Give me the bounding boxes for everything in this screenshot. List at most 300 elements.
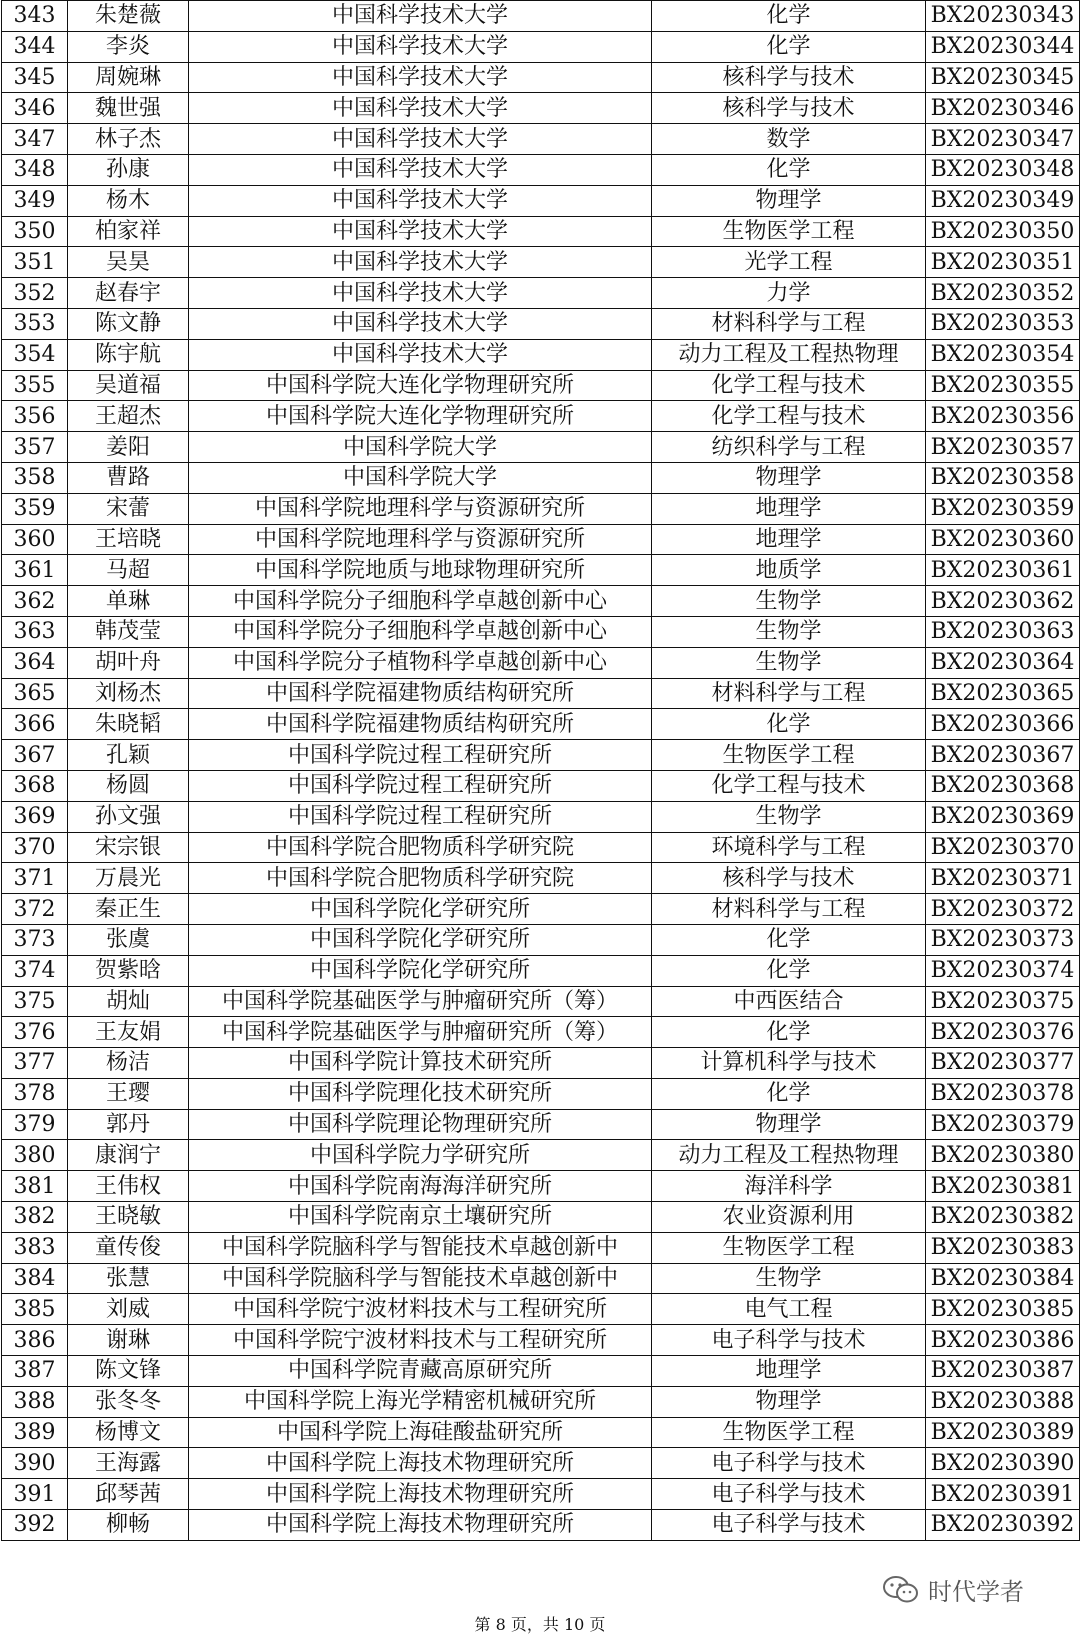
table-row (2, 370, 1080, 401)
row-number-cell: 389 (2, 1417, 68, 1448)
certificate-id-cell: BX20230353 (926, 308, 1080, 339)
student-name-cell: 马超 (68, 555, 189, 586)
table-row (2, 493, 1080, 524)
student-name-cell: 秦正生 (68, 894, 189, 925)
table-row (2, 1048, 1080, 1079)
wechat-icon (882, 1575, 920, 1605)
row-number-cell: 372 (2, 894, 68, 925)
watermark-text: 时代学者 (928, 1578, 1024, 1606)
table-row (2, 462, 1080, 493)
institution-cell: 中国科学技术大学 (189, 93, 652, 124)
major-cell: 电子科学与技术 (652, 1325, 926, 1356)
major-cell: 化学工程与技术 (652, 401, 926, 432)
roster-body (2, 1, 1080, 1541)
certificate-id-cell: BX20230345 (926, 62, 1080, 93)
table-row (2, 1356, 1080, 1387)
row-number-cell: 357 (2, 432, 68, 463)
certificate-id-cell: BX20230382 (926, 1202, 1080, 1233)
table-row (2, 986, 1080, 1017)
major-cell: 材料科学与工程 (652, 308, 926, 339)
institution-cell: 中国科学院过程工程研究所 (189, 801, 652, 832)
student-name-cell: 宋宗银 (68, 832, 189, 863)
student-name-cell: 万晨光 (68, 863, 189, 894)
roster-table (1, 0, 1080, 1541)
student-name-cell: 赵春宇 (68, 278, 189, 309)
table-row (2, 1202, 1080, 1233)
row-number-cell: 346 (2, 93, 68, 124)
institution-cell: 中国科学院宁波材料技术与工程研究所 (189, 1325, 652, 1356)
major-cell: 生物学 (652, 801, 926, 832)
major-cell: 生物学 (652, 1263, 926, 1294)
institution-cell: 中国科学院地理科学与资源研究所 (189, 524, 652, 555)
student-name-cell: 谢琳 (68, 1325, 189, 1356)
student-name-cell: 童传俊 (68, 1232, 189, 1263)
major-cell: 化学 (652, 1017, 926, 1048)
table-row (2, 524, 1080, 555)
certificate-id-cell: BX20230347 (926, 124, 1080, 155)
major-cell: 物理学 (652, 462, 926, 493)
student-name-cell: 魏世强 (68, 93, 189, 124)
row-number-cell: 378 (2, 1078, 68, 1109)
row-number-cell: 361 (2, 555, 68, 586)
student-name-cell: 朱晓韬 (68, 709, 189, 740)
certificate-id-cell: BX20230381 (926, 1171, 1080, 1202)
student-name-cell: 王璎 (68, 1078, 189, 1109)
student-name-cell: 林子杰 (68, 124, 189, 155)
student-name-cell: 孙文强 (68, 801, 189, 832)
institution-cell: 中国科学院南京土壤研究所 (189, 1202, 652, 1233)
student-name-cell: 杨博文 (68, 1417, 189, 1448)
certificate-id-cell: BX20230361 (926, 555, 1080, 586)
student-name-cell: 陈文静 (68, 308, 189, 339)
table-row (2, 1510, 1080, 1541)
major-cell: 化学 (652, 709, 926, 740)
institution-cell: 中国科学技术大学 (189, 124, 652, 155)
table-row (2, 247, 1080, 278)
row-number-cell: 352 (2, 278, 68, 309)
certificate-id-cell: BX20230374 (926, 955, 1080, 986)
institution-cell: 中国科学院过程工程研究所 (189, 770, 652, 801)
major-cell: 化学 (652, 1078, 926, 1109)
institution-cell: 中国科学院上海技术物理研究所 (189, 1479, 652, 1510)
table-row (2, 1078, 1080, 1109)
institution-cell: 中国科学技术大学 (189, 308, 652, 339)
row-number-cell: 360 (2, 524, 68, 555)
row-number-cell: 390 (2, 1448, 68, 1479)
certificate-id-cell: BX20230357 (926, 432, 1080, 463)
institution-cell: 中国科学院上海硅酸盐研究所 (189, 1417, 652, 1448)
certificate-id-cell: BX20230370 (926, 832, 1080, 863)
major-cell: 电子科学与技术 (652, 1479, 926, 1510)
major-cell: 生物医学工程 (652, 1417, 926, 1448)
student-name-cell: 朱楚薇 (68, 1, 189, 32)
table-row (2, 832, 1080, 863)
major-cell: 计算机科学与技术 (652, 1048, 926, 1079)
institution-cell: 中国科学院上海光学精密机械研究所 (189, 1386, 652, 1417)
institution-cell: 中国科学技术大学 (189, 62, 652, 93)
student-name-cell: 张冬冬 (68, 1386, 189, 1417)
table-row (2, 955, 1080, 986)
row-number-cell: 351 (2, 247, 68, 278)
table-row (2, 616, 1080, 647)
institution-cell: 中国科学院大学 (189, 432, 652, 463)
certificate-id-cell: BX20230369 (926, 801, 1080, 832)
student-name-cell: 王海露 (68, 1448, 189, 1479)
table-row (2, 1325, 1080, 1356)
student-name-cell: 杨圆 (68, 770, 189, 801)
major-cell: 动力工程及工程热物理 (652, 1140, 926, 1171)
certificate-id-cell: BX20230380 (926, 1140, 1080, 1171)
table-row (2, 678, 1080, 709)
institution-cell: 中国科学院化学研究所 (189, 924, 652, 955)
institution-cell: 中国科学院理论物理研究所 (189, 1109, 652, 1140)
institution-cell: 中国科学院脑科学与智能技术卓越创新中 (189, 1263, 652, 1294)
row-number-cell: 365 (2, 678, 68, 709)
major-cell: 生物医学工程 (652, 740, 926, 771)
student-name-cell: 王超杰 (68, 401, 189, 432)
row-number-cell: 384 (2, 1263, 68, 1294)
major-cell: 材料科学与工程 (652, 894, 926, 925)
institution-cell: 中国科学技术大学 (189, 31, 652, 62)
row-number-cell: 353 (2, 308, 68, 339)
row-number-cell: 347 (2, 124, 68, 155)
certificate-id-cell: BX20230350 (926, 216, 1080, 247)
table-row (2, 1448, 1080, 1479)
certificate-id-cell: BX20230344 (926, 31, 1080, 62)
table-row (2, 1, 1080, 32)
major-cell: 农业资源利用 (652, 1202, 926, 1233)
institution-cell: 中国科学技术大学 (189, 339, 652, 370)
student-name-cell: 郭丹 (68, 1109, 189, 1140)
student-name-cell: 柏家祥 (68, 216, 189, 247)
institution-cell: 中国科学技术大学 (189, 1, 652, 32)
row-number-cell: 377 (2, 1048, 68, 1079)
institution-cell: 中国科学院理化技术研究所 (189, 1078, 652, 1109)
certificate-id-cell: BX20230387 (926, 1356, 1080, 1387)
student-name-cell: 刘威 (68, 1294, 189, 1325)
row-number-cell: 367 (2, 740, 68, 771)
table-row (2, 216, 1080, 247)
major-cell: 生物学 (652, 616, 926, 647)
major-cell: 地质学 (652, 555, 926, 586)
table-row (2, 1140, 1080, 1171)
row-number-cell: 349 (2, 185, 68, 216)
institution-cell: 中国科学院福建物质结构研究所 (189, 678, 652, 709)
institution-cell: 中国科学技术大学 (189, 185, 652, 216)
certificate-id-cell: BX20230355 (926, 370, 1080, 401)
certificate-id-cell: BX20230364 (926, 647, 1080, 678)
row-number-cell: 374 (2, 955, 68, 986)
row-number-cell: 375 (2, 986, 68, 1017)
row-number-cell: 356 (2, 401, 68, 432)
watermark (882, 1572, 1024, 1607)
row-number-cell: 373 (2, 924, 68, 955)
row-number-cell: 364 (2, 647, 68, 678)
student-name-cell: 刘杨杰 (68, 678, 189, 709)
major-cell: 化学工程与技术 (652, 770, 926, 801)
institution-cell: 中国科学院分子植物科学卓越创新中心 (189, 647, 652, 678)
student-name-cell: 吴道福 (68, 370, 189, 401)
table-row (2, 894, 1080, 925)
certificate-id-cell: BX20230352 (926, 278, 1080, 309)
institution-cell: 中国科学技术大学 (189, 278, 652, 309)
row-number-cell: 381 (2, 1171, 68, 1202)
major-cell: 核科学与技术 (652, 93, 926, 124)
certificate-id-cell: BX20230371 (926, 863, 1080, 894)
certificate-id-cell: BX20230365 (926, 678, 1080, 709)
row-number-cell: 348 (2, 154, 68, 185)
row-number-cell: 385 (2, 1294, 68, 1325)
institution-cell: 中国科学院大连化学物理研究所 (189, 370, 652, 401)
certificate-id-cell: BX20230359 (926, 493, 1080, 524)
certificate-id-cell: BX20230373 (926, 924, 1080, 955)
institution-cell: 中国科学院上海技术物理研究所 (189, 1510, 652, 1541)
table-row (2, 278, 1080, 309)
institution-cell: 中国科学院脑科学与智能技术卓越创新中 (189, 1232, 652, 1263)
table-row (2, 401, 1080, 432)
row-number-cell: 391 (2, 1479, 68, 1510)
major-cell: 地理学 (652, 524, 926, 555)
table-row (2, 555, 1080, 586)
institution-cell: 中国科学技术大学 (189, 154, 652, 185)
major-cell: 地理学 (652, 1356, 926, 1387)
certificate-id-cell: BX20230379 (926, 1109, 1080, 1140)
institution-cell: 中国科学院化学研究所 (189, 894, 652, 925)
table-row (2, 863, 1080, 894)
institution-cell: 中国科学院基础医学与肿瘤研究所（筹） (189, 986, 652, 1017)
major-cell: 化学 (652, 924, 926, 955)
major-cell: 生物学 (652, 647, 926, 678)
student-name-cell: 柳畅 (68, 1510, 189, 1541)
institution-cell: 中国科学院宁波材料技术与工程研究所 (189, 1294, 652, 1325)
row-number-cell: 387 (2, 1356, 68, 1387)
major-cell: 化学 (652, 154, 926, 185)
institution-cell: 中国科学院合肥物质科学研究院 (189, 863, 652, 894)
major-cell: 物理学 (652, 1109, 926, 1140)
major-cell: 化学 (652, 955, 926, 986)
student-name-cell: 胡灿 (68, 986, 189, 1017)
row-number-cell: 369 (2, 801, 68, 832)
student-name-cell: 陈宇航 (68, 339, 189, 370)
student-name-cell: 王晓敏 (68, 1202, 189, 1233)
row-number-cell: 386 (2, 1325, 68, 1356)
table-row (2, 62, 1080, 93)
certificate-id-cell: BX20230378 (926, 1078, 1080, 1109)
certificate-id-cell: BX20230383 (926, 1232, 1080, 1263)
row-number-cell: 366 (2, 709, 68, 740)
table-row (2, 154, 1080, 185)
table-row (2, 801, 1080, 832)
major-cell: 纺织科学与工程 (652, 432, 926, 463)
table-row (2, 1479, 1080, 1510)
certificate-id-cell: BX20230362 (926, 586, 1080, 617)
certificate-id-cell: BX20230375 (926, 986, 1080, 1017)
certificate-id-cell: BX20230360 (926, 524, 1080, 555)
table-row (2, 124, 1080, 155)
institution-cell: 中国科学技术大学 (189, 247, 652, 278)
student-name-cell: 康润宁 (68, 1140, 189, 1171)
major-cell: 物理学 (652, 1386, 926, 1417)
student-name-cell: 邱琴茜 (68, 1479, 189, 1510)
major-cell: 海洋科学 (652, 1171, 926, 1202)
student-name-cell: 杨木 (68, 185, 189, 216)
certificate-id-cell: BX20230386 (926, 1325, 1080, 1356)
row-number-cell: 371 (2, 863, 68, 894)
major-cell: 物理学 (652, 185, 926, 216)
certificate-id-cell: BX20230349 (926, 185, 1080, 216)
student-name-cell: 单琳 (68, 586, 189, 617)
certificate-id-cell: BX20230343 (926, 1, 1080, 32)
table-row (2, 709, 1080, 740)
student-name-cell: 张慧 (68, 1263, 189, 1294)
student-name-cell: 陈文锋 (68, 1356, 189, 1387)
row-number-cell: 350 (2, 216, 68, 247)
institution-cell: 中国科学院上海技术物理研究所 (189, 1448, 652, 1479)
page-footer: 第 8 页，共 10 页 (474, 1615, 606, 1634)
certificate-id-cell: BX20230391 (926, 1479, 1080, 1510)
student-name-cell: 王培晓 (68, 524, 189, 555)
row-number-cell: 345 (2, 62, 68, 93)
institution-cell: 中国科学院地质与地球物理研究所 (189, 555, 652, 586)
row-number-cell: 363 (2, 616, 68, 647)
student-name-cell: 胡叶舟 (68, 647, 189, 678)
major-cell: 化学 (652, 1, 926, 32)
institution-cell: 中国科学院大连化学物理研究所 (189, 401, 652, 432)
table-row (2, 185, 1080, 216)
certificate-id-cell: BX20230363 (926, 616, 1080, 647)
major-cell: 电子科学与技术 (652, 1448, 926, 1479)
table-row (2, 1109, 1080, 1140)
student-name-cell: 曹路 (68, 462, 189, 493)
row-number-cell: 370 (2, 832, 68, 863)
row-number-cell: 344 (2, 31, 68, 62)
row-number-cell: 383 (2, 1232, 68, 1263)
major-cell: 数学 (652, 124, 926, 155)
student-name-cell: 姜阳 (68, 432, 189, 463)
student-name-cell: 周婉琳 (68, 62, 189, 93)
major-cell: 力学 (652, 278, 926, 309)
table-row (2, 1017, 1080, 1048)
major-cell: 地理学 (652, 493, 926, 524)
certificate-id-cell: BX20230348 (926, 154, 1080, 185)
certificate-id-cell: BX20230367 (926, 740, 1080, 771)
row-number-cell: 362 (2, 586, 68, 617)
student-name-cell: 王友娟 (68, 1017, 189, 1048)
student-name-cell: 贺紫晗 (68, 955, 189, 986)
major-cell: 生物医学工程 (652, 1232, 926, 1263)
table-row (2, 1386, 1080, 1417)
table-row (2, 770, 1080, 801)
row-number-cell: 359 (2, 493, 68, 524)
institution-cell: 中国科学院大学 (189, 462, 652, 493)
institution-cell: 中国科学院计算技术研究所 (189, 1048, 652, 1079)
institution-cell: 中国科学院合肥物质科学研究院 (189, 832, 652, 863)
institution-cell: 中国科学院过程工程研究所 (189, 740, 652, 771)
major-cell: 环境科学与工程 (652, 832, 926, 863)
major-cell: 生物医学工程 (652, 216, 926, 247)
table-row (2, 586, 1080, 617)
certificate-id-cell: BX20230385 (926, 1294, 1080, 1325)
student-name-cell: 吴昊 (68, 247, 189, 278)
row-number-cell: 368 (2, 770, 68, 801)
row-number-cell: 380 (2, 1140, 68, 1171)
row-number-cell: 388 (2, 1386, 68, 1417)
student-name-cell: 宋蕾 (68, 493, 189, 524)
certificate-id-cell: BX20230390 (926, 1448, 1080, 1479)
row-number-cell: 343 (2, 1, 68, 32)
major-cell: 光学工程 (652, 247, 926, 278)
institution-cell: 中国科学技术大学 (189, 216, 652, 247)
table-row (2, 1417, 1080, 1448)
row-number-cell: 354 (2, 339, 68, 370)
institution-cell: 中国科学院化学研究所 (189, 955, 652, 986)
institution-cell: 中国科学院青藏高原研究所 (189, 1356, 652, 1387)
certificate-id-cell: BX20230388 (926, 1386, 1080, 1417)
institution-cell: 中国科学院地理科学与资源研究所 (189, 493, 652, 524)
row-number-cell: 358 (2, 462, 68, 493)
student-name-cell: 孔颖 (68, 740, 189, 771)
major-cell: 化学 (652, 31, 926, 62)
table-row (2, 647, 1080, 678)
major-cell: 核科学与技术 (652, 62, 926, 93)
major-cell: 化学工程与技术 (652, 370, 926, 401)
certificate-id-cell: BX20230392 (926, 1510, 1080, 1541)
institution-cell: 中国科学院力学研究所 (189, 1140, 652, 1171)
row-number-cell: 376 (2, 1017, 68, 1048)
table-row (2, 308, 1080, 339)
major-cell: 电气工程 (652, 1294, 926, 1325)
certificate-id-cell: BX20230358 (926, 462, 1080, 493)
table-row (2, 740, 1080, 771)
student-name-cell: 张虞 (68, 924, 189, 955)
major-cell: 材料科学与工程 (652, 678, 926, 709)
table-row (2, 1294, 1080, 1325)
table-row (2, 924, 1080, 955)
certificate-id-cell: BX20230366 (926, 709, 1080, 740)
institution-cell: 中国科学院分子细胞科学卓越创新中心 (189, 586, 652, 617)
institution-cell: 中国科学院基础医学与肿瘤研究所（筹） (189, 1017, 652, 1048)
certificate-id-cell: BX20230384 (926, 1263, 1080, 1294)
table-row (2, 1171, 1080, 1202)
certificate-id-cell: BX20230351 (926, 247, 1080, 278)
major-cell: 核科学与技术 (652, 863, 926, 894)
table-row (2, 31, 1080, 62)
institution-cell: 中国科学院南海海洋研究所 (189, 1171, 652, 1202)
certificate-id-cell: BX20230346 (926, 93, 1080, 124)
row-number-cell: 379 (2, 1109, 68, 1140)
major-cell: 中西医结合 (652, 986, 926, 1017)
institution-cell: 中国科学院福建物质结构研究所 (189, 709, 652, 740)
student-name-cell: 王伟权 (68, 1171, 189, 1202)
table-row (2, 432, 1080, 463)
certificate-id-cell: BX20230376 (926, 1017, 1080, 1048)
row-number-cell: 355 (2, 370, 68, 401)
row-number-cell: 392 (2, 1510, 68, 1541)
certificate-id-cell: BX20230377 (926, 1048, 1080, 1079)
major-cell: 生物学 (652, 586, 926, 617)
table-row (2, 1232, 1080, 1263)
certificate-id-cell: BX20230368 (926, 770, 1080, 801)
certificate-id-cell: BX20230389 (926, 1417, 1080, 1448)
student-name-cell: 杨洁 (68, 1048, 189, 1079)
major-cell: 动力工程及工程热物理 (652, 339, 926, 370)
certificate-id-cell: BX20230372 (926, 894, 1080, 925)
certificate-id-cell: BX20230356 (926, 401, 1080, 432)
student-name-cell: 孙康 (68, 154, 189, 185)
student-name-cell: 李炎 (68, 31, 189, 62)
row-number-cell: 382 (2, 1202, 68, 1233)
student-name-cell: 韩茂莹 (68, 616, 189, 647)
